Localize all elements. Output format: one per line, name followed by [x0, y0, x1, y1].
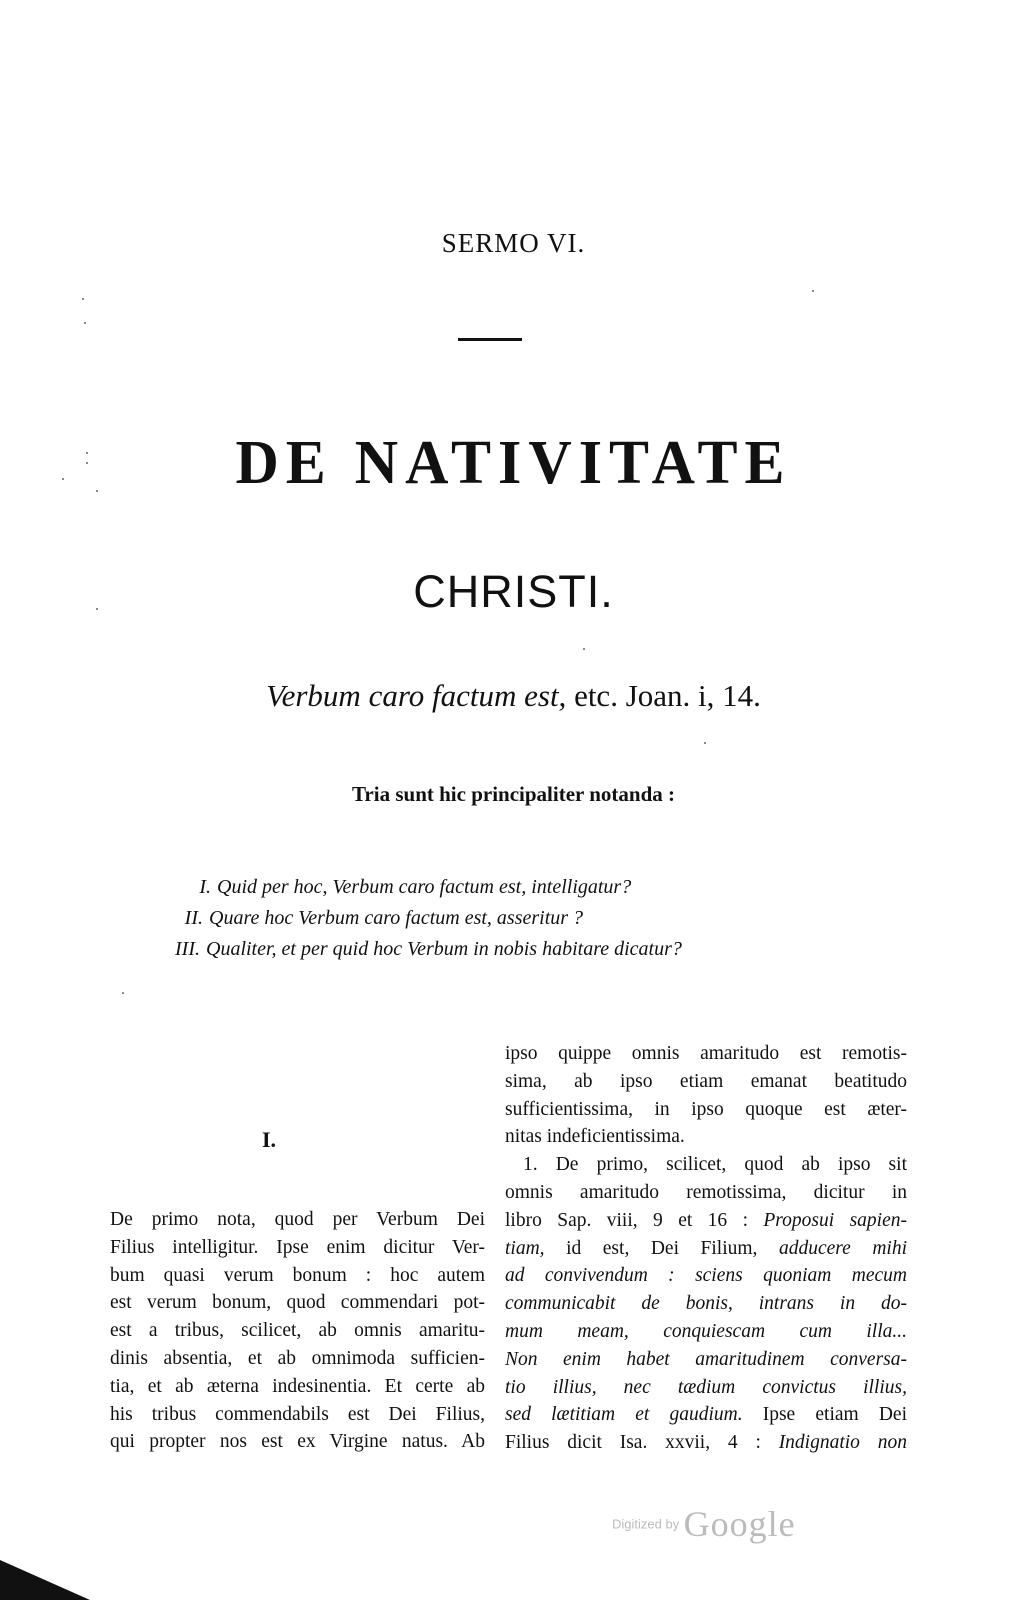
point-item [160, 934, 860, 965]
text-line: bum quasi verum bonum : hoc autem [110, 1264, 485, 1286]
text-line [505, 1207, 907, 1235]
point-numeral: III. [175, 938, 200, 960]
text-line: sufficientissima, in ipso quoque est æter- [505, 1098, 907, 1120]
page-subtitle: CHRISTI. [413, 566, 614, 617]
scan-speck [122, 992, 124, 994]
point-text: Quid per hoc, Verbum caro factum est, intelligatur? [217, 876, 632, 898]
point-numeral: I. [199, 876, 211, 898]
text-line: De primo nota, quod per Verbum Dei [110, 1209, 485, 1230]
scan-speck [84, 322, 86, 324]
text-line: his tribus commendabils est Dei Filius, [110, 1403, 485, 1425]
quote-segment: tiam, [505, 1237, 545, 1259]
quote-segment: adducere mihi [778, 1237, 908, 1259]
text-line: omnis amaritudo remotissima, dicitur in [505, 1181, 907, 1203]
text-line [505, 1401, 907, 1429]
text-line: Filius intelligitur. Ipse enim dicitur Ver- [110, 1236, 485, 1258]
scan-edge-artifact [0, 1560, 90, 1600]
text-segment: Filius dicit Isa. xxvii, 4 : [505, 1432, 779, 1454]
text-line: dinis absentia, et ab omnimoda sufficien- [110, 1347, 485, 1369]
scan-speck [583, 648, 585, 650]
scan-speck [96, 490, 98, 492]
digitization-watermark [612, 1503, 796, 1545]
epigraph-quote: Verbum caro factum est, [266, 678, 567, 713]
left-column [110, 1206, 485, 1456]
point-numeral: II. [184, 907, 203, 929]
point-item [160, 903, 860, 934]
text-line [505, 1290, 907, 1318]
text-segment: id est, Dei Filium, [544, 1237, 779, 1259]
quote-segment: ad convivendum : sciens quoniam mecum [505, 1265, 907, 1287]
page-title: DE NATIVITATE [235, 427, 792, 497]
text-line: ipso quippe omnis amaritudo est remotis- [505, 1043, 907, 1064]
scan-speck [704, 742, 706, 744]
text-line [505, 1429, 907, 1457]
scan-speck [96, 608, 98, 610]
scan-speck [812, 290, 814, 292]
text-segment: Ipse etiam Dei [742, 1404, 907, 1426]
text-line: 1. De primo, scilicet, quod ab ipso sit [523, 1154, 907, 1176]
quote-segment: Indignatio non [778, 1432, 907, 1454]
epigraph [0, 678, 1027, 714]
epigraph-reference: etc. Joan. i, 14. [566, 678, 761, 713]
text-segment: libro Sap. viii, 9 et 16 : [505, 1209, 764, 1231]
text-line: tia, et ab æterna indesinentia. Et certe ab [110, 1375, 485, 1397]
text-line [505, 1374, 907, 1402]
scan-speck [62, 478, 64, 480]
title-divider [458, 338, 522, 341]
points-list [160, 872, 860, 965]
quote-segment: Proposui sapien- [763, 1209, 907, 1231]
quote-segment: mum meam, conquiescam cum illa... [505, 1320, 907, 1342]
scan-speck [86, 452, 88, 454]
text-line: est a tribus, scilicet, ab omnis amaritu- [110, 1320, 485, 1342]
sermon-number: SERMO VI. [441, 228, 586, 258]
point-item [160, 872, 860, 903]
text-line [505, 1318, 907, 1346]
point-text: Qualiter, et per quid hoc Verbum in nobis habitare dicatur? [206, 938, 682, 960]
quote-segment: sed lætitiam et gaudium. [505, 1404, 743, 1426]
scan-speck [86, 462, 88, 464]
text-line: qui propter nos est ex Virgine natus. Ab [110, 1431, 485, 1453]
quote-segment: tio illius, nec tædium convictus illius, [505, 1376, 907, 1398]
section-number: I. [262, 1127, 277, 1152]
text-line [505, 1262, 907, 1290]
watermark-brand: Google [683, 1504, 796, 1544]
intro-line: Tria sunt hic principaliter notanda : [351, 782, 675, 806]
text-line: est verum bonum, quod commendari pot- [110, 1292, 485, 1314]
text-line [505, 1235, 907, 1263]
text-line [505, 1346, 907, 1374]
scan-speck [82, 298, 84, 300]
watermark-prefix: Digitized by [612, 1516, 680, 1532]
text-line: sima, ab ipso etiam emanat beatitudo [505, 1070, 907, 1092]
quote-segment: communicabit de bonis, intrans in do- [505, 1293, 907, 1315]
text-line: nitas indeficientissima. [505, 1126, 685, 1148]
point-text: Quare hoc Verbum caro factum est, asseritur ? [209, 907, 584, 929]
quote-segment: Non enim habet amaritudinem conversa- [505, 1348, 907, 1370]
right-column [505, 1040, 907, 1457]
